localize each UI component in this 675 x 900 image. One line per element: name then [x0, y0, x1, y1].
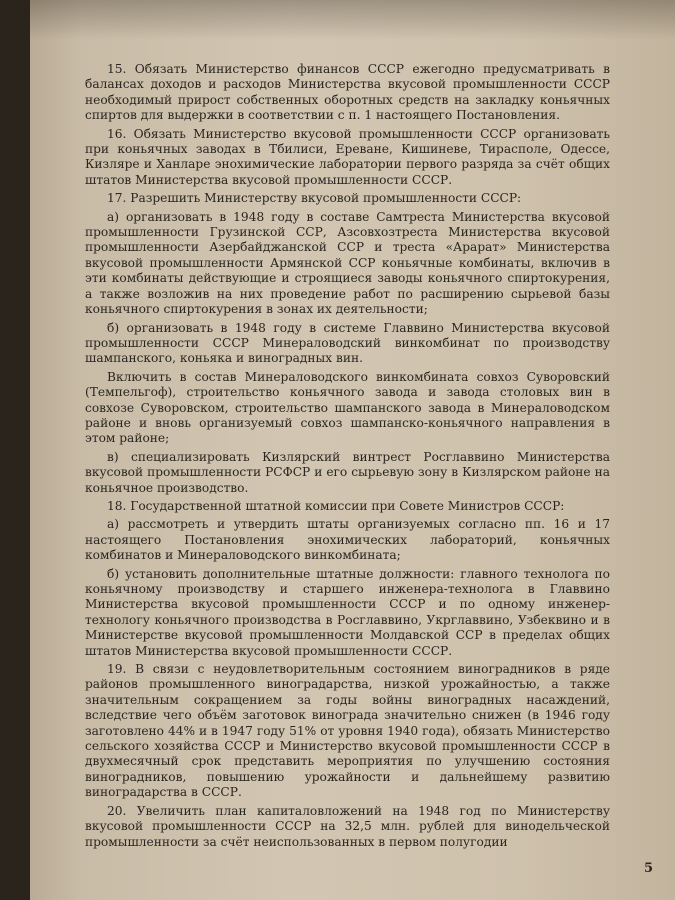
- paragraph-16: 16. Обязать Министерство вкусовой промышленности СССР организовать при коньячных заводах в Тбилиси, Ереване, Кишиневе, Тирасполе, Одессе, Кизляре и Ханларе энохимические лаборатории первого разряда за счёт общих штатов Министерства вкусовой промышленности СССР.: [85, 126, 610, 187]
- paragraph-18b: б) установить дополнительные штатные должности: главного технолога по коньячному производству и старшего инженера-технолога в Главвино Министерства вкусовой промышленности СССР и по одному инженер-технологу коньячного производства в Росглаввино, Укрглаввино, Узбеквино и в Министерстве вкусовой промышленности Молдавской ССР в пределах общих штатов Министерства вкусовой промышленности СССР.: [85, 566, 610, 658]
- paragraph-20: 20. Увеличить план капиталовложений на 1948 год по Министерству вкусовой промышленности СССР на 32,5 млн. рублей для винодельческой промышленности за счёт неиспользованных в первом полугодии: [85, 803, 610, 849]
- paragraph-17c: в) специализировать Кизлярский винтрест Росглаввино Министерства вкусовой промышленности РСФСР и его сырьевую зону в Кизлярском районе на коньячное производство.: [85, 449, 610, 495]
- page-shadow: [30, 0, 675, 40]
- paragraph-17b: б) организовать в 1948 году в системе Главвино Министерства вкусовой промышленности СССР Минераловодский винкомбинат по производству шампанского, коньяка и виноградных вин.: [85, 320, 610, 366]
- paragraph-19: 19. В связи с неудовлетворительным состоянием виноградников в ряде районов промышленного виноградарства, низкой урожайностью, а также значительным сокращением за годы войны виноградных насаждений, вследствие чего объём заготовок винограда значительно снижен (в 1946 году заготовлено 44% и в 1947 году 51% от уровня 1940 года), обязать Министерство сельского хозяйства СССР и Министерство вкусовой промышленности СССР в двухмесячный срок представить мероприятия по улучшению состояния виноградников, повышению урожайности и дальнейшему развитию виноградарства в СССР.: [85, 662, 610, 800]
- document-page: [30, 0, 675, 900]
- paragraph-17: 17. Разрешить Министерству вкусовой промышленности СССР:: [107, 191, 522, 206]
- paragraph-17b-include: Включить в состав Минераловодского винкомбината совхоз Суворовский (Темпельгоф), строительство коньячного завода и завода столовых вин в совхозе Суворовском, строительство шампанского завода в Минераловодском районе и вновь организуемый совхоз шампанско-коньячного направления в этом районе;: [85, 369, 610, 446]
- page-number: 5: [643, 861, 653, 876]
- paragraph-18a: а) рассмотреть и утвердить штаты организуемых согласно пп. 16 и 17 настоящего Постановления энохимических лабораторий, коньячных комбинатов и Минераловодского винкомбината;: [85, 517, 610, 563]
- document-body: [85, 62, 610, 853]
- paragraph-17a: а) организовать в 1948 году в составе Самтреста Министерства вкусовой промышленности Грузинской ССР, Азсовхозтреста Министерства вкусовой промышленности Азербайджанской ССР и треста «Арарат» Министерства вкусовой промышленности Армянской ССР коньячные комбинаты, включив в эти комбинаты действующие и строящиеся заводы коньячного спиртокурения, а также возложив на них проведение работ по расширению сырьевой базы коньячного спиртокурения в зонах их деятельности;: [85, 209, 610, 317]
- paragraph-18: 18. Государственной штатной комиссии при Совете Министров СССР:: [107, 498, 565, 513]
- paragraph-15: 15. Обязать Министерство финансов СССР ежегодно предусматривать в балансах доходов и расходов Министерства вкусовой промышленности СССР необходимый прирост собственных оборотных средств на закладку коньячных спиртов для выдержки в соответствии с п. 1 настоящего Постановления.: [85, 62, 610, 123]
